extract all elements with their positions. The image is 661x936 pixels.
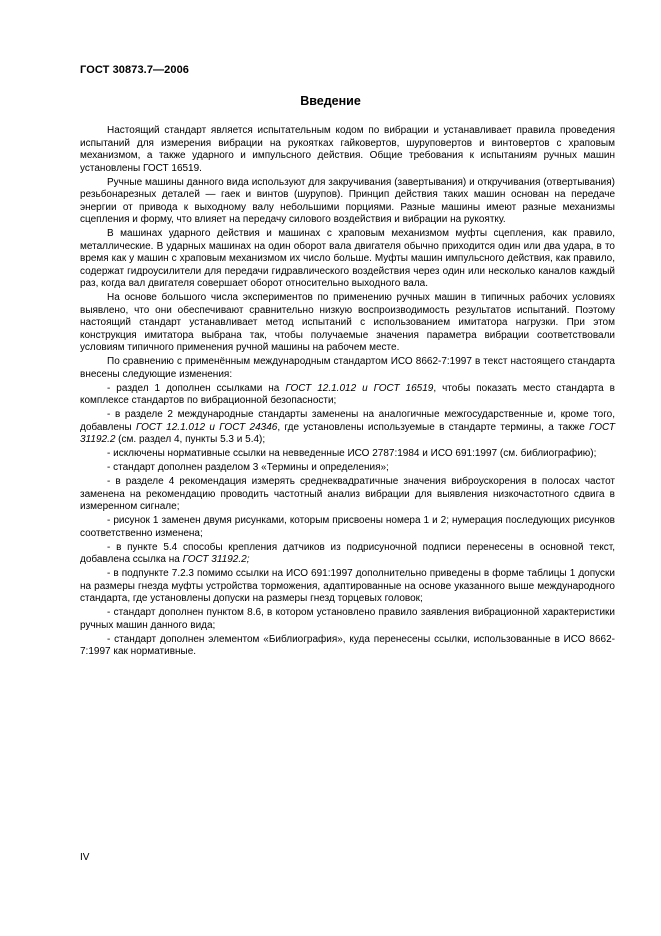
- list-item-text: - раздел 1 дополнен ссылками на: [107, 382, 286, 394]
- list-item: - стандарт дополнен разделом 3 «Термины и определения»;: [107, 462, 389, 473]
- list-item-text: - в разделе 2 международные стандарты заменены на аналогичные межгосударственные и, кроме того, добавлены: [80, 409, 615, 433]
- document-body: [80, 125, 615, 660]
- paragraph: Ручные машины данного вида используют для закручивания (завертывания) и откручивания (отвертывания) резьбонарезных деталей — гаек и винтов (шурупов). Принцип действия таких машин основан на передаче энергии от привода к выходному валу небольшими порциями. Разные машины имеют разные механизмы сцепления и форму, что влияет на передачу силового воздействия и вибрации на рукоятку.: [80, 176, 615, 225]
- standard-reference: ГОСТ 12.1.012 и ГОСТ 16519: [285, 382, 434, 394]
- paragraph: На основе большого числа экспериментов по применению ручных машин в типичных рабочих условиях выявлено, что они обеспечивают сравнительно низкую воспроизводимость результатов испытаний. Поэтому настоящий стандарт устанавливает метод испытаний с использованием имитатора нагрузки. При этом конструкция имитатора выбрана так, чтобы получаемые значения параметра вибрации соответствовали условиям типичного применения ручной машины на рабочем месте.: [80, 292, 615, 353]
- list-item-text: , чтобы показать место стандарта в комплексе стандартов по вибрационной безопасности;: [80, 382, 615, 406]
- list-item: - в подпункте 7.2.3 помимо ссылки на ИСО 691:1997 дополнительно приведены в форме таблицы 1 допуски на размеры гнезда муфты устройства торможения, адаптированные на основе указанного выше международного стандарта, где установлены допуски на размеры гнезд торцевых головок;: [80, 568, 615, 604]
- standard-reference: ГОСТ 31192.2: [80, 421, 615, 445]
- standard-reference: ГОСТ 31192.2;: [182, 554, 250, 565]
- list-item: [80, 383, 615, 408]
- list-item: - исключены нормативные ссылки на невведенные ИСО 2787:1984 и ИСО 691:1997 (см. библиографию);: [107, 448, 597, 459]
- list-item: - стандарт дополнен пунктом 8.6, в котором установлено правило заявления вибрационной характеристики ручных машин данного вида;: [80, 607, 615, 631]
- list-item: - в разделе 4 рекомендация измерять среднеквадратичные значения виброускорения в полосах частот заменена на рекомендацию проводить частотный анализ вибрации для выявления низкочастотного сдвига в измеренном сигнале;: [80, 476, 615, 512]
- list-item-text: , где установлены используемые в стандарте термины, а также: [277, 421, 590, 433]
- page-number: IV: [80, 852, 90, 863]
- standard-reference: ГОСТ 12.1.012 и ГОСТ 24346: [135, 421, 278, 433]
- paragraph: В машинах ударного действия и машинах с храповым механизмом муфты сцепления, как правило, металлические. В ударных машинах на один оборот вала двигателя обычно приходится один или два удара, в то время как у машин с храповым механизмом их число больше. Муфты машин импульсного действия, как правило, содержат гидроусилители для передачи гидравлического воздействия через один или несколько каналов каждый раз, когда вал двигателя совершает оборот относительно выходного вала.: [80, 228, 615, 289]
- paragraph: По сравнению с применённым международным стандартом ИСО 8662-7:1997 в текст настоящего стандарта внесены следующие изменения:: [80, 356, 615, 380]
- list-item: [80, 542, 615, 567]
- document-header: ГОСТ 30873.7—2006: [80, 64, 190, 76]
- list-item-text: - в пункте 5.4 способы крепления датчиков из подрисуночной подписи перенесены в основной текст, добавлена ссылка на: [80, 541, 615, 565]
- list-item: - стандарт дополнен элементом «Библиография», куда перенесены ссылки, использованные в ИСО 8662-7:1997 как нормативные.: [80, 633, 615, 657]
- list-item-text: (см. раздел 4, пункты 5.3 и 5.4);: [115, 434, 266, 445]
- list-item: [80, 409, 615, 447]
- section-title: Введение: [300, 94, 361, 108]
- paragraph: Настоящий стандарт является испытательным кодом по вибрации и устанавливает правила проведения испытаний для измерения вибрации на рукоятках гайковертов, шуруповертов и винтовертов с храповым механизмом, а также ударного и импульсного действия. Общие требования к испытаниям ручных машин установлены ГОСТ 16519.: [80, 125, 615, 174]
- list-item: - рисунок 1 заменен двумя рисунками, которым присвоены номера 1 и 2; нумерация последующих рисунков соответственно изменена;: [80, 515, 615, 539]
